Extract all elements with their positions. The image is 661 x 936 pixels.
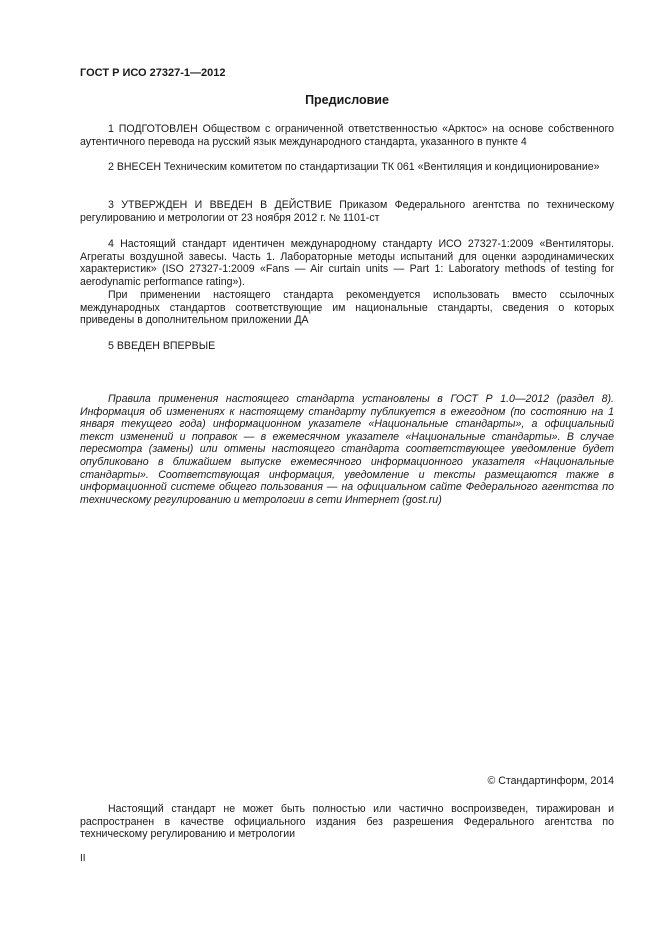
standard-code-header: ГОСТ Р ИСО 27327-1—2012 [80, 67, 226, 79]
preface-item-3: 3 УТВЕРЖДЕН И ВВЕДЕН В ДЕЙСТВИЕ Приказом Федерального агентства по техническому регулированию и метрологии от 23 ноября 2012 г. № 1101-ст [80, 199, 614, 224]
preface-item-5: 5 ВВЕДЕН ВПЕРВЫЕ [108, 340, 216, 352]
preface-item-4: 4 Настоящий стандарт идентичен международному стандарту ИСО 27327-1:2009 «Вентиляторы. Агрегаты воздушной завесы. Часть 1. Лабораторные методы испытаний для оценки аэродинамических характеристик» (ISO 27327-1:2009 «Fans — Air curtain units — Part 1: Laboratory methods of testing for aerodynamic performance rating»). [80, 238, 614, 288]
preface-item-1: 1 ПОДГОТОВЛЕН Обществом с ограниченной ответственностью «Арктос» на основе собственного аутентичного перевода на русский язык международного стандарта, указанного в пункте 4 [80, 123, 614, 148]
page-number: II [80, 853, 86, 864]
page-title: Предисловие [305, 93, 389, 107]
copyright-line: © Стандартинформ, 2014 [487, 775, 614, 787]
reproduction-notice: Настоящий стандарт не может быть полностью или частично воспроизведен, тиражирован и распространен в качестве официального издания без разрешения Федерального агентства по техническому регулированию и метрологии [80, 803, 614, 841]
preface-item-2: 2 ВНЕСЕН Техническим комитетом по стандартизации ТК 061 «Вентиляция и кондиционирование» [108, 161, 600, 173]
preface-item-4-note: При применении настоящего стандарта рекомендуется использовать вместо ссылочных международных стандартов соответствующие им национальные стандарты, сведения о которых приведены в дополнительном приложении ДА [80, 289, 614, 327]
application-rules-notice: Правила применения настоящего стандарта установлены в ГОСТ Р 1.0—2012 (раздел 8). Информация об изменениях к настоящему стандарту публикуется в ежегодном (по состоянию на 1 января текущего года) информационном указателе «Национальные стандарты», а официальный текст изменений и поправок — в ежемесячном указателе «Национальные стандарты». В случае пересмотра (замены) или отмены настоящего стандарта соответствующее уведомление будет опубликовано в ближайшем выпуске ежемесячного информационного указателя «Национальные стандарты». Соответствующая информация, уведомление и тексты размещаются также в информационной системе общего пользования — на официальном сайте Федерального агентства по техническому регулированию и метрологии в сети Интернет (gost.ru) [80, 393, 614, 506]
